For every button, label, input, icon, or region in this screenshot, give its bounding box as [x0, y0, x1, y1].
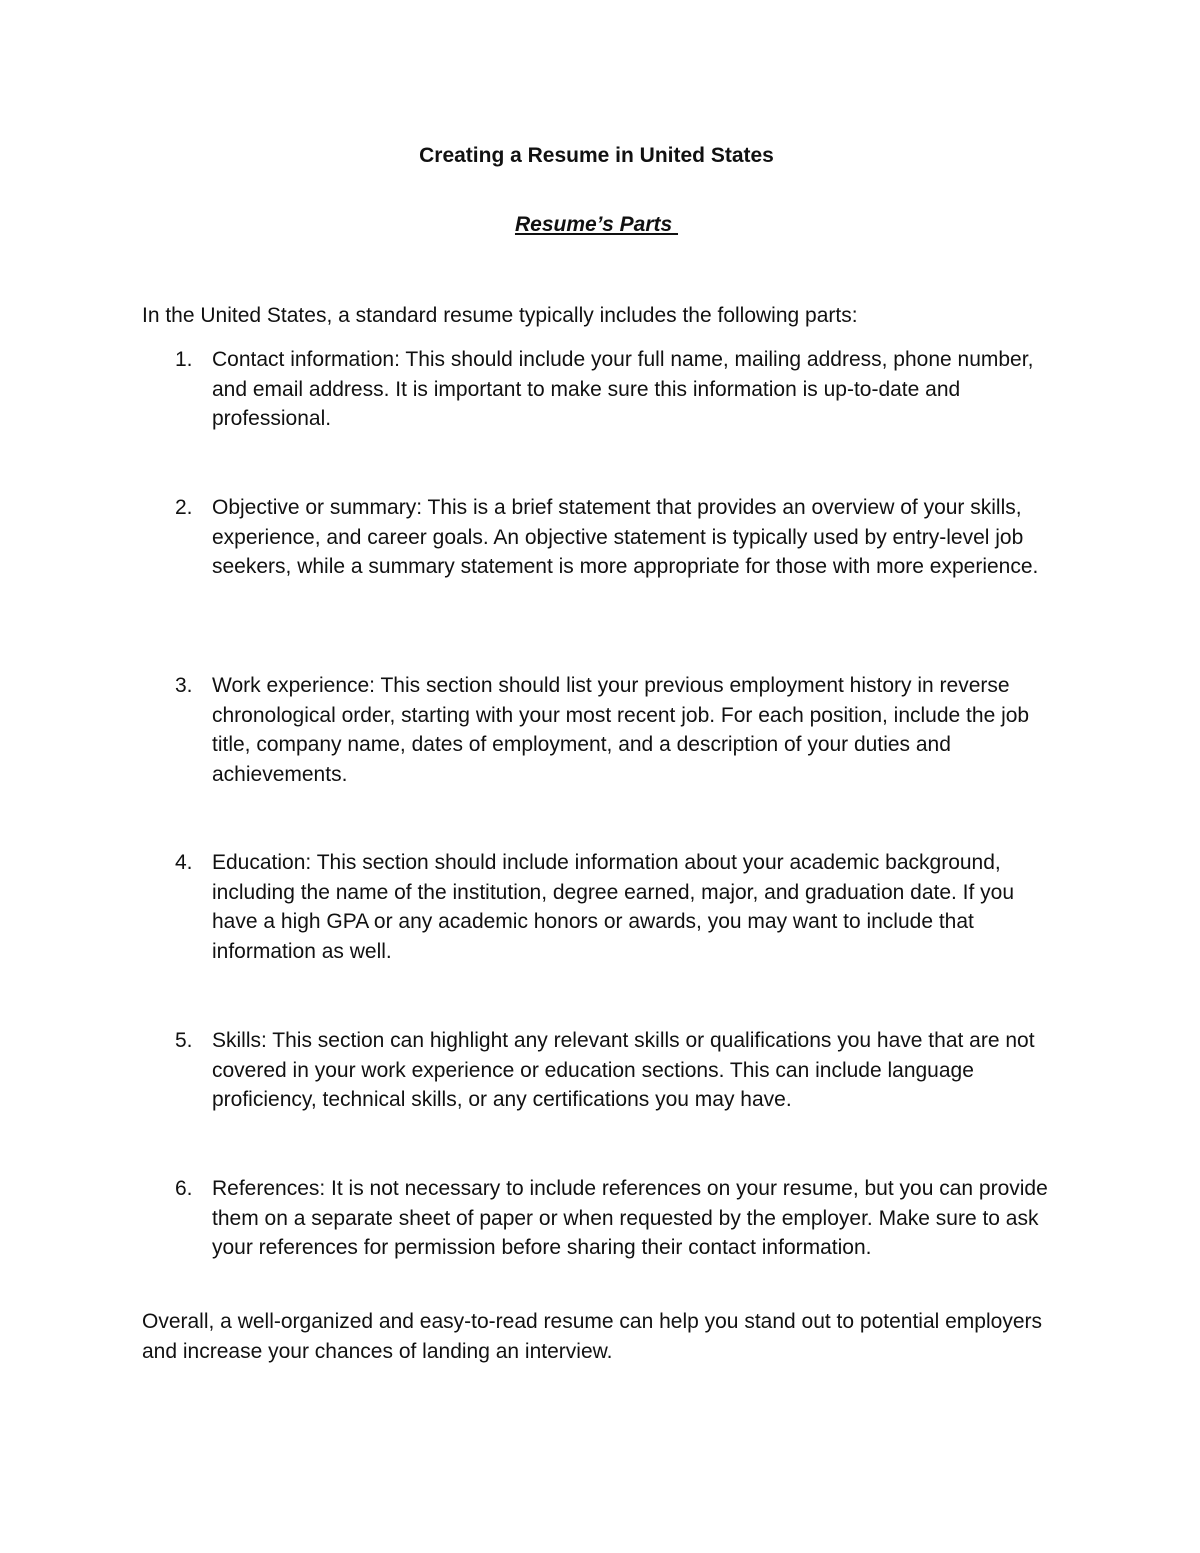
intro-paragraph: In the United States, a standard resume typically includes the following parts: [142, 304, 858, 327]
list-item-text: Skills: This section can highlight any relevant skills or qualifications you have that are not covered in your work experience or education sections. This can include language proficiency, technical skills, or any certifications you may have. [212, 1029, 1035, 1112]
list-item-text: Objective or summary: This is a brief statement that provides an overview of your skills, experience, and career goals. An objective statement is typically used by entry-level job seekers, while a summary statement is more appropriate for those with more experience. [212, 496, 1039, 579]
list-item-number: 2. [175, 496, 193, 519]
section-heading: Resume’s Parts [514, 213, 679, 236]
list-item-number: 3. [175, 674, 193, 697]
list-item-number: 1. [175, 348, 193, 371]
document-title: Creating a Resume in United States [419, 144, 774, 167]
list-item-text: References: It is not necessary to include references on your resume, but you can provide them on a separate sheet of paper or when requested by the employer. Make sure to ask your references for permission before sharing their contact information. [212, 1177, 1048, 1260]
closing-paragraph: Overall, a well-organized and easy-to-read resume can help you stand out to potential employers and increase your chances of landing an interview. [142, 1310, 1042, 1363]
list-item-text: Work experience: This section should list your previous employment history in reverse chronological order, starting with your most recent job. For each position, include the job title, company name, dates of employment, and a description of your duties and achievements. [212, 674, 1030, 786]
list-item-number: 5. [175, 1029, 193, 1052]
list-item-number: 4. [175, 851, 193, 874]
list-item-number: 6. [175, 1177, 193, 1200]
list-item-text: Education: This section should include information about your academic background, including the name of the institution, degree earned, major, and graduation date. If you have a high GPA or any academic honors or awards, you may want to include that information as well. [212, 851, 1015, 963]
list-item-text: Contact information: This should include your full name, mailing address, phone number, and email address. It is important to make sure this information is up-to-date and professional. [212, 348, 1034, 431]
